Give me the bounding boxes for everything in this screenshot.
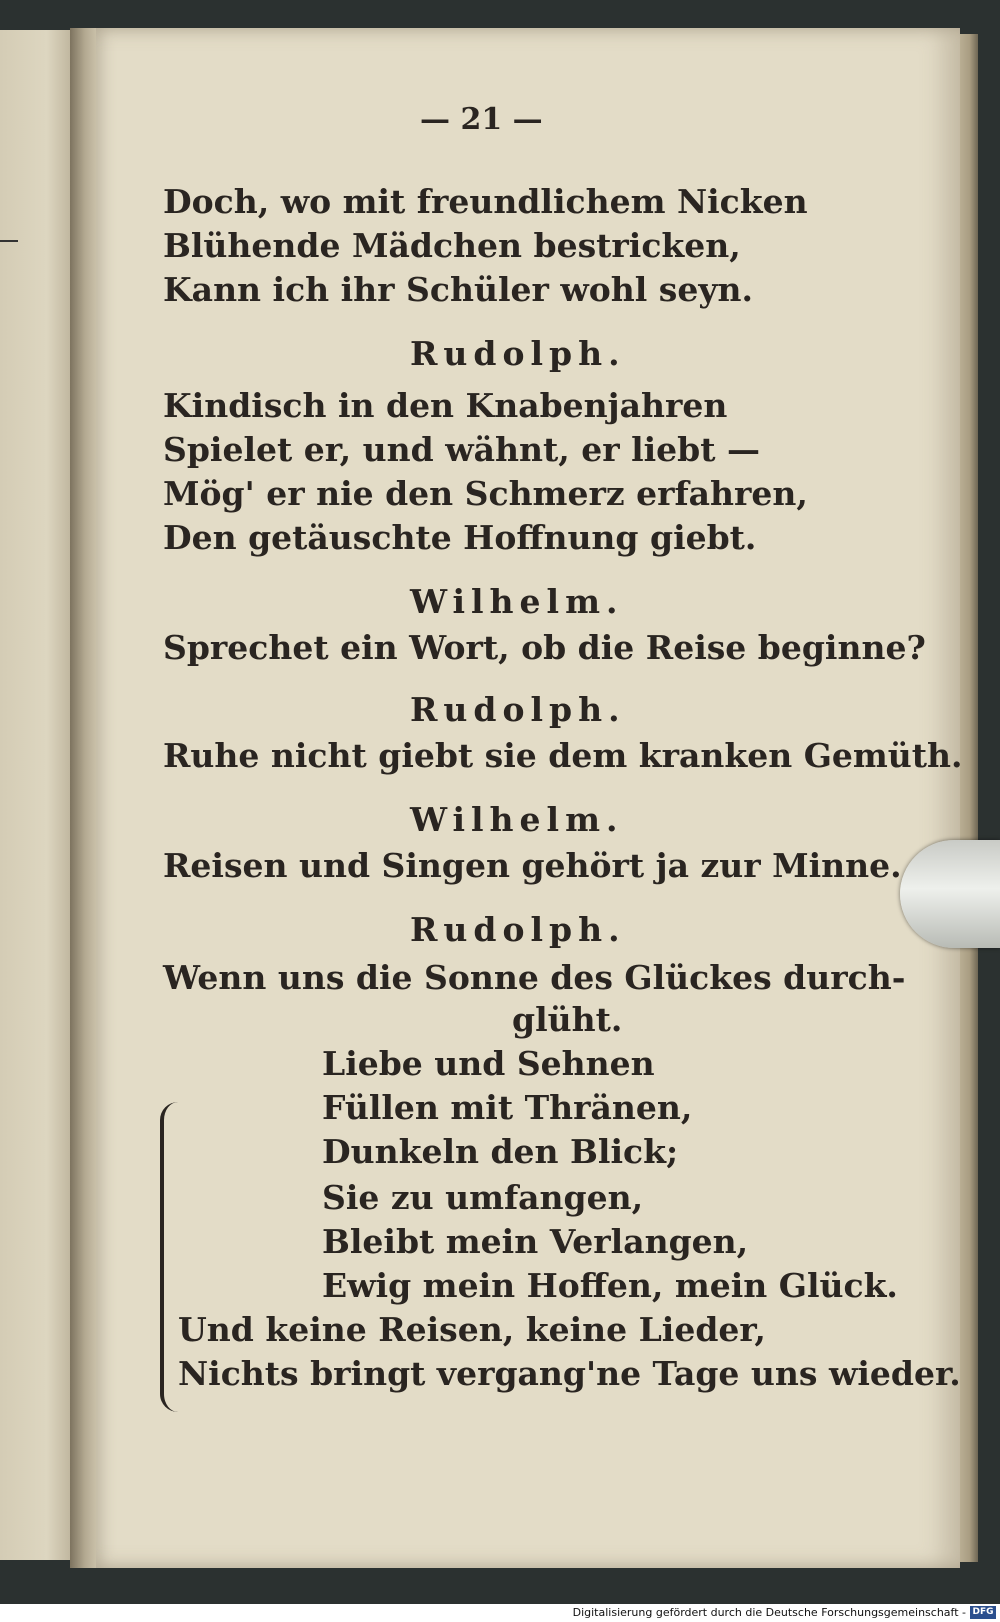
verse-line: Doch, wo mit freundlichem Nicken xyxy=(163,182,808,221)
dialogue-line: Reisen und Singen gehört ja zur Minne. xyxy=(163,846,902,885)
verse-line: Liebe und Sehnen xyxy=(322,1044,655,1083)
speaker-name: Rudolph. xyxy=(410,334,626,373)
speaker-name: Wilhelm. xyxy=(410,800,624,839)
page-number: — 21 — xyxy=(420,102,543,137)
dialogue-line: Sprechet ein Wort, ob die Reise beginne? xyxy=(163,628,926,667)
dfg-logo: DFG xyxy=(970,1606,996,1619)
verse-line: Blühende Mädchen bestricken, xyxy=(163,226,741,265)
verse-line: Sie zu umfangen, xyxy=(322,1178,644,1217)
dialogue-line: Wenn uns die Sonne des Glückes durch- xyxy=(163,958,906,997)
verse-line: Bleibt mein Verlangen, xyxy=(322,1222,749,1261)
dialogue-line-continuation: glüht. xyxy=(512,1000,623,1039)
verse-line: Füllen mit Thränen, xyxy=(322,1088,693,1127)
verse-line: Mög' er nie den Schmerz erfahren, xyxy=(163,474,808,513)
verse-line: Und keine Reisen, keine Lieder, xyxy=(178,1310,766,1349)
verse-line: Kann ich ihr Schüler wohl seyn. xyxy=(163,270,754,309)
verse-line: Spielet er, und wähnt, er liebt — xyxy=(163,430,760,469)
speaker-name: Rudolph. xyxy=(410,690,626,729)
verse-line: Den getäuschte Hoffnung giebt. xyxy=(163,518,757,557)
verse-line: Nichts bringt vergang'ne Tage uns wieder. xyxy=(178,1354,961,1393)
verse-line: Ewig mein Hoffen, mein Glück. xyxy=(322,1266,898,1305)
verse-line: Dunkeln den Blick; xyxy=(322,1132,679,1171)
dialogue-line: Ruhe nicht giebt sie dem kranken Gemüth. xyxy=(163,736,963,775)
footer-credit: Digitalisierung gefördert durch die Deutsche Forschungsgemeinschaft - xyxy=(572,1606,966,1619)
verse-line: Kindisch in den Knabenjahren xyxy=(163,386,728,425)
speaker-name: Rudolph. xyxy=(410,910,626,949)
speaker-name: Wilhelm. xyxy=(410,582,624,621)
